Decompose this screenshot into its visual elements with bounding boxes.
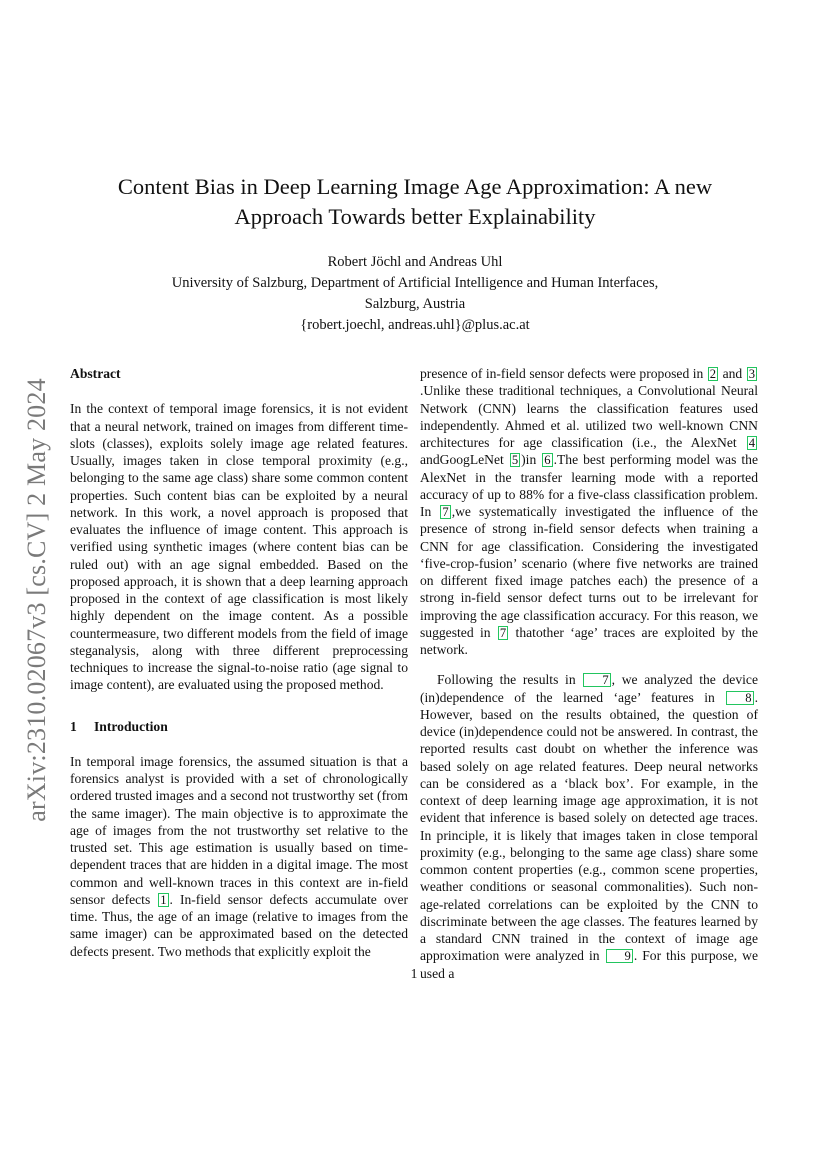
text-run: The best performing model was the AlexNet in the transfer learning mode with a reported accuracy of up to 88% for a five-class classification problem. In xyxy=(420,452,758,519)
introduction-heading xyxy=(70,718,408,735)
text-run: . xyxy=(553,452,557,468)
text-run: GoogLeNet xyxy=(439,452,509,468)
text-run: and xyxy=(420,452,440,468)
citation-link[interactable]: 9 xyxy=(606,949,633,963)
section-number: 1 xyxy=(70,718,77,734)
text-run: . In-field sensor defects accumulate over time. Thus, the age of an image (relative to images from the same imager) can be approximated based on the detected defects present. Two methods that explicitly exploit the xyxy=(70,891,409,959)
text-run: other ‘age’ traces are exploited by the network. xyxy=(420,624,758,657)
title-line-2: Approach Towards better Explainability xyxy=(234,204,596,229)
text-run: ) xyxy=(521,452,526,468)
page-number: 1 xyxy=(410,966,418,981)
text-run: , we analyzed the device (in)dependence of the learned ‘age’ features in xyxy=(420,672,758,705)
arxiv-identifier-text: arXiv:2310.02067v3 [cs.CV] 2 May 2024 xyxy=(22,378,52,822)
text-run: we systematically investigated the influence of the presence of strong in-field sensor defects when training a CNN for age classification. Considering the investigated ‘five-crop-fusion’ scenario (where five networks are trained on different fixed image patches each) the presence of a strong in-field sensor defect turns out to be irrelevant for improving the age classification accuracy. For this reason, we suggested in xyxy=(420,504,758,640)
citation-link[interactable]: 6 xyxy=(544,453,551,468)
citation-link[interactable]: 1 xyxy=(160,892,167,907)
right-column xyxy=(420,365,758,982)
text-run: Following the results in xyxy=(437,672,583,688)
text-run: . However, based on the results obtained, the question of device (in)dependence could not be answered. In contrast, the reported results cast doubt on whether the inference was based solely on age related features. Deep neural networks can be considered as a ‘black box’. For example, in the context of deep learning image age approximation, it is not evident that inference is based solely on detected age traces. In principle, it is likely that images taken in close temporal proximity (e.g., belonging to the same age class) share some common content properties (e.g., common scene properties, weather conditions or seasonal commonalities). Such non-age-related correlations can be exploited by the CNN to discriminate between the age classes. The features learned by a standard CNN trained in the context of image age approximation were analyzed in xyxy=(420,689,758,964)
intro-paragraph-1-continued xyxy=(420,365,758,658)
author-email: {robert.joechl, andreas.uhl}@plus.ac.at xyxy=(300,317,530,333)
intro-paragraph-2 xyxy=(420,671,758,982)
affiliation-line-2: Salzburg, Austria xyxy=(364,296,466,312)
text-run: In temporal image forensics, the assumed situation is that a forensics analyst is provided with a set of chronologically ordered trusted images and a second not trustworthy set (from the same imager). The main objective is to approximate the age of images from the not trustworthy set relative to the trusted set. This age estimation is usually based on time-dependent traces that are hidden in a digital image. The most common and well-known traces in this context are in-field sensor defects xyxy=(70,753,408,907)
text-run: that xyxy=(509,624,536,640)
intro-paragraph-1 xyxy=(70,753,408,960)
text-run: . xyxy=(420,383,424,399)
left-column xyxy=(70,365,408,960)
citation-link[interactable]: 4 xyxy=(748,436,755,450)
citation-link[interactable]: 5 xyxy=(511,453,519,468)
citation-link[interactable]: 8 xyxy=(726,691,753,705)
text-run: and xyxy=(719,366,746,381)
text-run: Unlike these traditional techniques, a Convolutional Neural Network (CNN) learns the classification features used independently. Ahmed et al. utilized two well-known CNN architectures for age classification (i.e., the AlexNet xyxy=(420,383,758,450)
citation-link[interactable]: 7 xyxy=(499,625,507,640)
paper-title xyxy=(70,172,760,232)
author-names: Robert Jöchl and Andreas Uhl xyxy=(327,254,503,270)
citation-link[interactable]: 3 xyxy=(748,367,755,381)
text-run: , xyxy=(451,504,456,519)
abstract-heading: Abstract xyxy=(70,366,121,381)
citation-link[interactable]: 7 xyxy=(442,505,449,519)
citation-link[interactable]: 7 xyxy=(583,673,610,687)
section-title: Introduction xyxy=(94,718,168,734)
arxiv-identifier xyxy=(18,360,56,840)
text-run: . For this purpose, we used a xyxy=(420,948,758,981)
text-run: in xyxy=(525,452,542,468)
affiliation-line-1: University of Salzburg, Department of Artificial Intelligence and Human Interfaces, xyxy=(171,275,659,291)
author-block xyxy=(70,252,760,336)
citation-link[interactable]: 2 xyxy=(709,367,717,381)
title-line-1: Content Bias in Deep Learning Image Age Approximation: A new xyxy=(117,174,713,199)
text-run: presence of in-field sensor defects were proposed in xyxy=(420,366,707,381)
abstract-text: In the context of temporal image forensics, it is not evident that a neural network, trained on images from different time-slots (classes), exploits solely image age related features. Usually, images taken in close temporal proximity (e.g., belonging to the same age class) share some common content properties. Such content bias can be exploited by a neural network. In this work, a novel approach is proposed that evaluates the influence of image content. This approach is verified using synthetic images (where content bias can be ruled out) with an age signal embedded. Based on the proposed approach, it is shown that a deep learning approach proposed in the context of age classification is most likely highly dependent on the image content. As a possible countermeasure, two different models from the field of image steganalysis, along with three different preprocessing techniques to increase the signal-to-noise ratio (age signal to image content), are evaluated using the proposed method. xyxy=(70,401,408,693)
